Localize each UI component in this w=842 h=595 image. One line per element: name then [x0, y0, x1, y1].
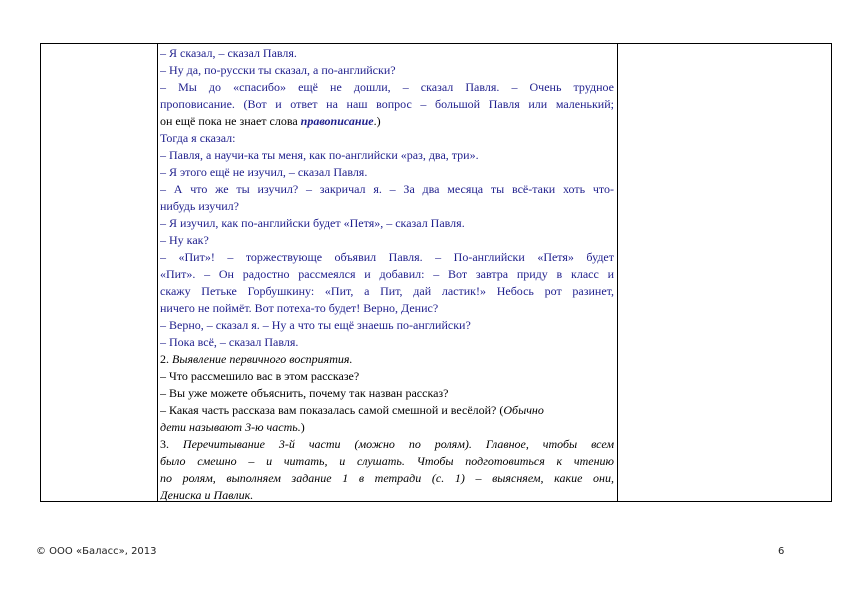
text-line: – Мы до «спасибо» ещё не дошли, – сказал Павля. – Очень трудное: [160, 80, 614, 94]
text-line: – Ну да, по-русски ты сказал, а по-английски?: [160, 63, 396, 77]
lesson-content-cell: [160, 45, 614, 504]
text-line: он ещё пока не знает слова правописание.): [160, 114, 381, 128]
text-line: – Пока всё, – сказал Павля.: [160, 335, 299, 349]
emphasized-word: правописание: [300, 114, 374, 128]
text-line: ничего не поймёт. Вот потеха-то будет! Верно, Денис?: [160, 301, 439, 315]
text-line: было смешно – и читать, и слушать. Чтобы подготовиться к чтению: [160, 454, 614, 468]
text-line: – Я изучил, как по-английски будет «Петя», – сказал Павля.: [160, 216, 465, 230]
section-heading: 3. Перечитывание 3-й части (можно по ролям). Главное, чтобы всем: [160, 437, 614, 451]
column-divider: [157, 44, 158, 501]
text-line: – Ну как?: [160, 233, 209, 247]
text-line: по ролям, выполняем задание 1 в тетради (с. 1) – выясняем, какие они,: [160, 471, 614, 485]
page-number: 6: [778, 546, 785, 557]
text-line: – Вы уже можете объяснить, почему так назван рассказ?: [160, 386, 449, 400]
text-line: Тогда я сказал:: [160, 131, 236, 145]
text-line: – Верно, – сказал я. – Ну а что ты ещё знаешь по-английски?: [160, 318, 471, 332]
text-line: – Какая часть рассказа вам показалась самой смешной и весёлой? (Обычно: [160, 403, 544, 417]
text-line: – Что рассмешило вас в этом рассказе?: [160, 369, 360, 383]
section-heading: 2. Выявление первичного восприятия.: [160, 352, 353, 366]
text-line: «Пит». – Он радостно рассмеялся и добавил: – Вот завтра приду в класс и: [160, 267, 614, 281]
column-divider: [617, 44, 618, 501]
lesson-table: [40, 43, 832, 502]
text-line: дети называют 3-ю часть.): [160, 420, 305, 434]
text-line: Дениска и Павлик.: [160, 488, 254, 502]
text-line: – А что же ты изучил? – закричал я. – За два месяца ты всё-таки хоть что-: [160, 182, 614, 196]
text-line: – Павля, а научи-ка ты меня, как по-английски «раз, два, три».: [160, 148, 479, 162]
text-line: – Я сказал, – сказал Павля.: [160, 46, 297, 60]
text-line: нибудь изучил?: [160, 199, 239, 213]
copyright-footer: © ООО «Баласс», 2013: [36, 546, 157, 557]
text-line: – Я этого ещё не изучил, – сказал Павля.: [160, 165, 368, 179]
text-line: – «Пит»! – торжествующе объявил Павля. – По-английски «Петя» будет: [160, 250, 614, 264]
text-line: скажу Петьке Горбушкину: «Пит, а Пит, дай ластик!» Небось рот разинет,: [160, 284, 614, 298]
text-line: проповисание. (Вот и ответ на наш вопрос – большой Павля или маленький;: [160, 97, 614, 111]
